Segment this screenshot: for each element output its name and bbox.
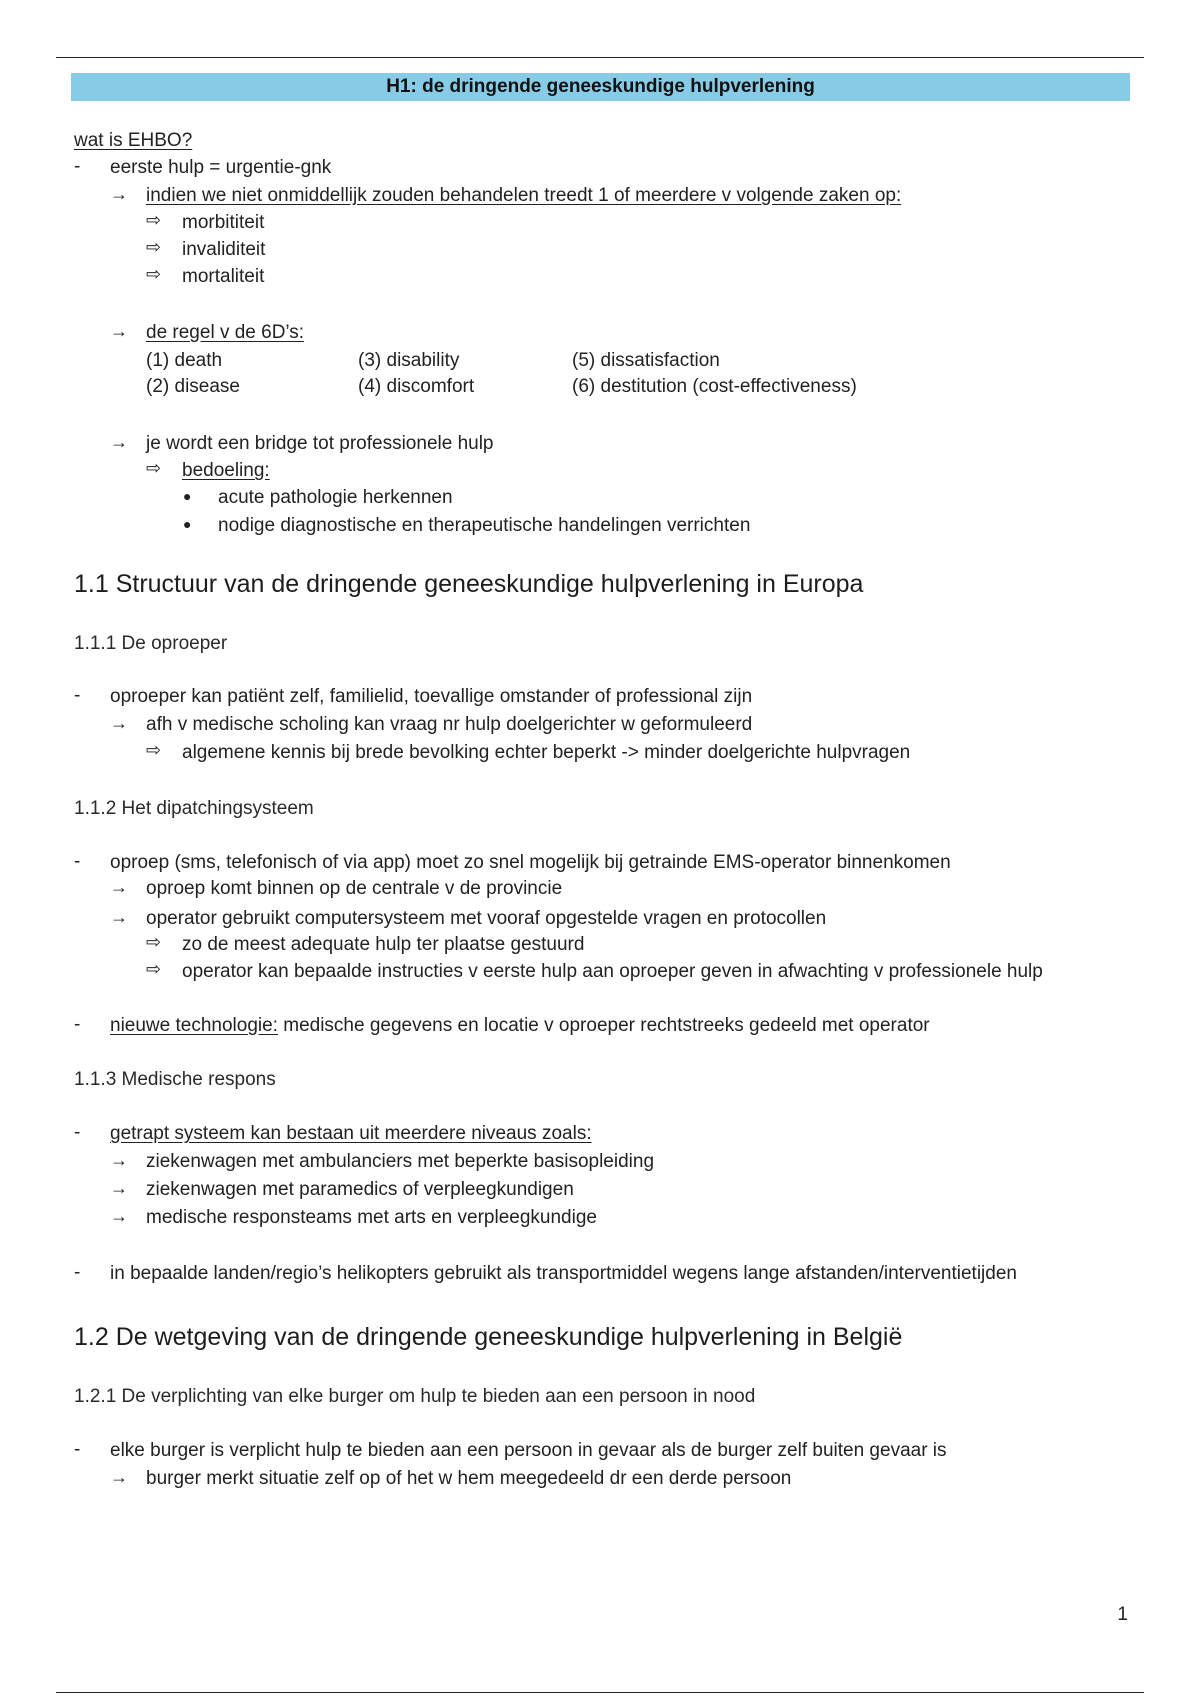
bullet-icon: ● [183,516,192,532]
rule-6d-item: (1) death [146,350,223,371]
rule-6d-item: (5) dissatisfaction [572,350,720,371]
arrow-icon: → [110,184,128,204]
consequence-item: morbititeit [182,212,265,233]
purpose-item: acute pathologie herkennen [218,487,453,508]
rule-6d-label: de regel v de 6D’s: [146,322,305,343]
bullet-icon: ● [183,488,192,504]
arrow-icon: → [110,1150,128,1170]
caller-line: algemene kennis bij brede bevolking echter beperkt -> minder doelgerichte hulpvragen [182,742,911,763]
dash-bullet: - [74,1262,81,1283]
new-technology-label: nieuwe technologie: [110,1015,278,1036]
consequence-item: invaliditeit [182,239,266,260]
top-rule [56,57,1144,58]
dash-bullet: - [74,156,81,177]
hollow-arrow-icon: ⇨ [146,932,162,952]
dash-bullet: - [74,851,81,872]
hollow-arrow-icon: ⇨ [146,740,162,760]
hollow-arrow-icon: ⇨ [146,458,162,478]
new-technology-line [110,1014,930,1038]
purpose-item: nodige diagnostische en therapeutische handelingen verrichten [218,515,751,536]
rule-6d-item: (4) discomfort [358,376,475,397]
rule-6d-item: (6) destitution (cost-effectiveness) [572,376,857,397]
arrow-icon: → [110,713,128,733]
rule-6d-item: (3) disability [358,350,460,371]
arrow-icon: → [110,321,128,341]
subsection-heading: 1.1.1 De oproeper [74,633,228,654]
caller-line: oproeper kan patiënt zelf, familielid, toevallige omstander of professional zijn [110,686,753,707]
subsection-heading: 1.1.3 Medische respons [74,1069,276,1090]
rule-6d-item: (2) disease [146,376,240,397]
dispatch-line: operator kan bepaalde instructies v eerste hulp aan oproeper geven in afwachting v professionele hulp [182,961,1043,982]
dash-bullet: - [74,1439,81,1460]
arrow-icon: → [110,432,128,452]
hollow-arrow-icon: ⇨ [146,959,162,979]
intro-question: wat is EHBO? [74,130,193,151]
arrow-icon: → [110,907,128,927]
section-heading: 1.1 Structuur van de dringende geneeskundige hulpverlening in Europa [74,570,864,598]
dispatch-line: oproep komt binnen op de centrale v de provincie [146,878,563,899]
dash-bullet: - [74,1122,81,1143]
dispatch-line: oproep (sms, telefonisch of via app) moet zo snel mogelijk bij getrainde EMS-operator binnenkomen [110,852,951,873]
dispatch-line: operator gebruikt computersysteem met vooraf opgestelde vragen en protocollen [146,908,827,929]
arrow-icon: → [110,1178,128,1198]
response-line: getrapt systeem kan bestaan uit meerdere niveaus zoals: [110,1123,592,1144]
arrow-icon: → [110,1206,128,1226]
section-heading: 1.2 De wetgeving van de dringende geneeskundige hulpverlening in België [74,1323,903,1351]
arrow-icon: → [110,1467,128,1487]
duty-line: burger merkt situatie zelf op of het w hem meegedeeld dr een derde persoon [146,1468,792,1489]
duty-line: elke burger is verplicht hulp te bieden aan een persoon in gevaar als de burger zelf buiten gevaar is [110,1440,947,1461]
page-number: 1 [1117,1604,1128,1625]
dash-bullet: - [74,685,81,706]
hollow-arrow-icon: ⇨ [146,210,162,230]
response-level: ziekenwagen met paramedics of verpleegkundigen [146,1179,574,1200]
page-title: H1: de dringende geneeskundige hulpverlening [71,73,1130,101]
intro-if-not-treated: indien we niet onmiddellijk zouden behandelen treedt 1 of meerdere v volgende zaken op: [146,185,902,206]
purpose-label: bedoeling: [182,460,270,481]
consequence-item: mortaliteit [182,266,265,287]
arrow-icon: → [110,877,128,897]
bridge-text: je wordt een bridge tot professionele hulp [146,433,494,454]
intro-first-aid: eerste hulp = urgentie-gnk [110,157,332,178]
subsection-heading: 1.2.1 De verplichting van elke burger om hulp te bieden aan een persoon in nood [74,1386,756,1407]
dash-bullet: - [74,1014,81,1035]
hollow-arrow-icon: ⇨ [146,237,162,257]
response-line: in bepaalde landen/regio’s helikopters gebruikt als transportmiddel wegens lange afstanden/interventietijden [110,1263,1017,1284]
response-level: ziekenwagen met ambulanciers met beperkte basisopleiding [146,1151,655,1172]
new-technology-text: medische gegevens en locatie v oproeper rechtstreeks gedeeld met operator [277,1015,930,1036]
dispatch-line: zo de meest adequate hulp ter plaatse gestuurd [182,934,585,955]
caller-line: afh v medische scholing kan vraag nr hulp doelgerichter w geformuleerd [146,714,753,735]
response-level: medische responsteams met arts en verpleegkundige [146,1207,597,1228]
subsection-heading: 1.1.2 Het dipatchingsysteem [74,798,314,819]
hollow-arrow-icon: ⇨ [146,264,162,284]
bottom-rule [56,1692,1144,1693]
